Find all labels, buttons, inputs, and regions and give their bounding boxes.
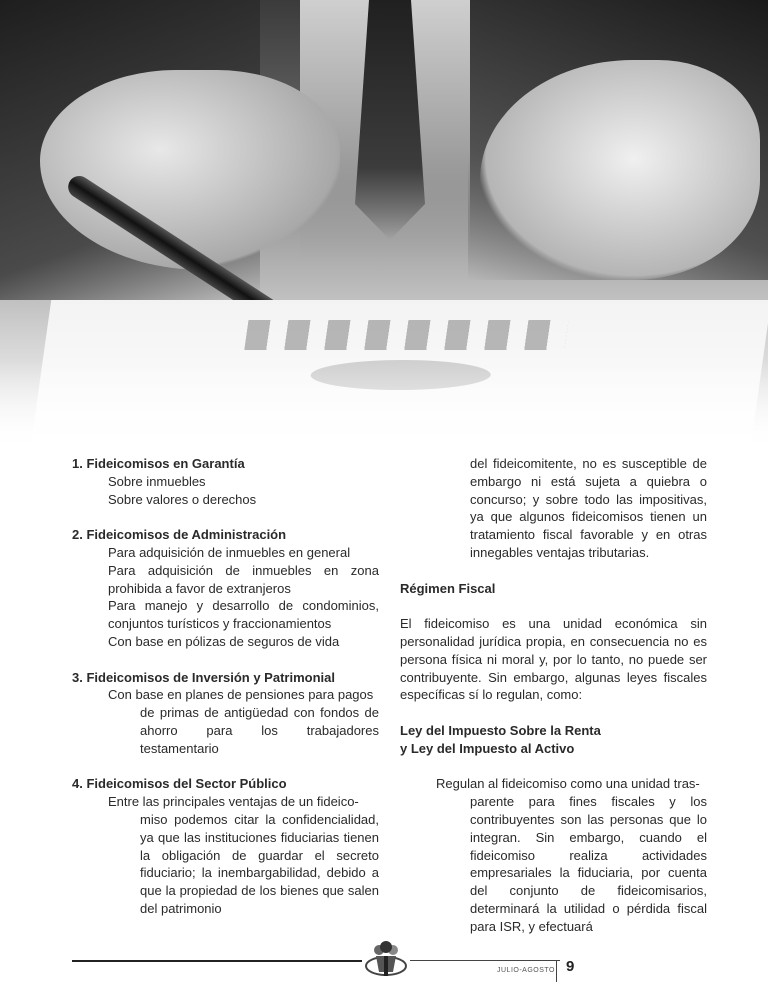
regimen-fiscal-paragraph: El fideicomiso es una unidad económica sin personalidad jurídica propia, en consecuencia no es persona física ni moral y, por lo tanto, no puede ser contribuyente. Sin embargo, algunas leyes fiscales específicas sí lo regulan, como: <box>400 616 707 703</box>
issue-label: JULIO-AGOSTO <box>497 967 555 974</box>
section-2-item-1: Para adquisición de inmuebles en general <box>108 544 351 560</box>
ley-heading-line-1: Ley del Impuesto Sobre la Renta <box>400 722 601 738</box>
footer-rule-left <box>72 960 362 962</box>
section-4-item-1-rest: miso podemos citar la confidencialidad, ya que las instituciones fiduciarias tienen la obligación de guardar el secreto fiduciario; la inembargabilidad, debido a que la propiedad de los bienes que salen del patrimonio <box>140 811 379 916</box>
hero-photo <box>0 0 768 450</box>
section-2-item-2: Para adquisición de inmuebles en zona prohibida a favor de extranjeros <box>108 562 379 596</box>
section-4-title: 4. Fideicomisos del Sector Público <box>72 776 287 792</box>
footer-rule-right <box>410 960 560 961</box>
section-3-item-1-rest: de primas de antigüedad con fondos de ahorro para los trabajadores testamentario <box>140 705 379 756</box>
publisher-logo-icon <box>362 938 410 982</box>
section-4-item-1-first-line: Entre las principales ventajas de un fideico- <box>108 794 359 810</box>
section-3-item-1-first-line: Con base en planes de pensiones para pagos <box>108 687 374 703</box>
section-1-item-2: Sobre valores o derechos <box>108 491 257 507</box>
section-3-title: 3. Fideicomisos de Inversión y Patrimonial <box>72 669 335 685</box>
ley-heading-line-2: y Ley del Impuesto al Activo <box>400 740 575 756</box>
section-2-title: 2. Fideicomisos de Administración <box>72 527 287 543</box>
hero-fade <box>0 360 768 450</box>
right-column <box>400 455 707 936</box>
ley-paragraph-rest: parente para fines fiscales y los contribuyentes son las personas que lo integran. Sin embargo, cuando el fideicomiso realiza actividades empresariales la fiduciaria, por cuenta del conjunto de fideicomisarios, determinará la utilidad o pérdida fiscal para ISR, y efectuará <box>470 794 707 934</box>
section-1-item-1: Sobre inmuebles <box>108 473 206 489</box>
paper-bar-graphic <box>244 320 568 350</box>
regimen-fiscal-heading: Régimen Fiscal <box>400 580 496 596</box>
page-number: 9 <box>566 958 575 975</box>
ley-paragraph-first-line: Regulan al fideicomiso como una unidad tras- <box>436 776 700 792</box>
section-2-item-4: Con base en pólizas de seguros de vida <box>108 633 340 649</box>
section-2-item-3: Para manejo y desarrollo de condominios, conjuntos turísticos y fraccionamientos <box>108 598 379 632</box>
left-column <box>72 455 379 918</box>
section-1-title: 1. Fideicomisos en Garantía <box>72 456 245 471</box>
continuation-paragraph: del fideicomitente, no es susceptible de embargo ni está sujeta a quiebra o concurso; y sobre todo las impositivas, ya que algunos fideicomisos tienen un tratamiento fiscal favorable y en otras innegables ventajas tributarias. <box>470 456 707 560</box>
footer-divider <box>556 960 557 982</box>
